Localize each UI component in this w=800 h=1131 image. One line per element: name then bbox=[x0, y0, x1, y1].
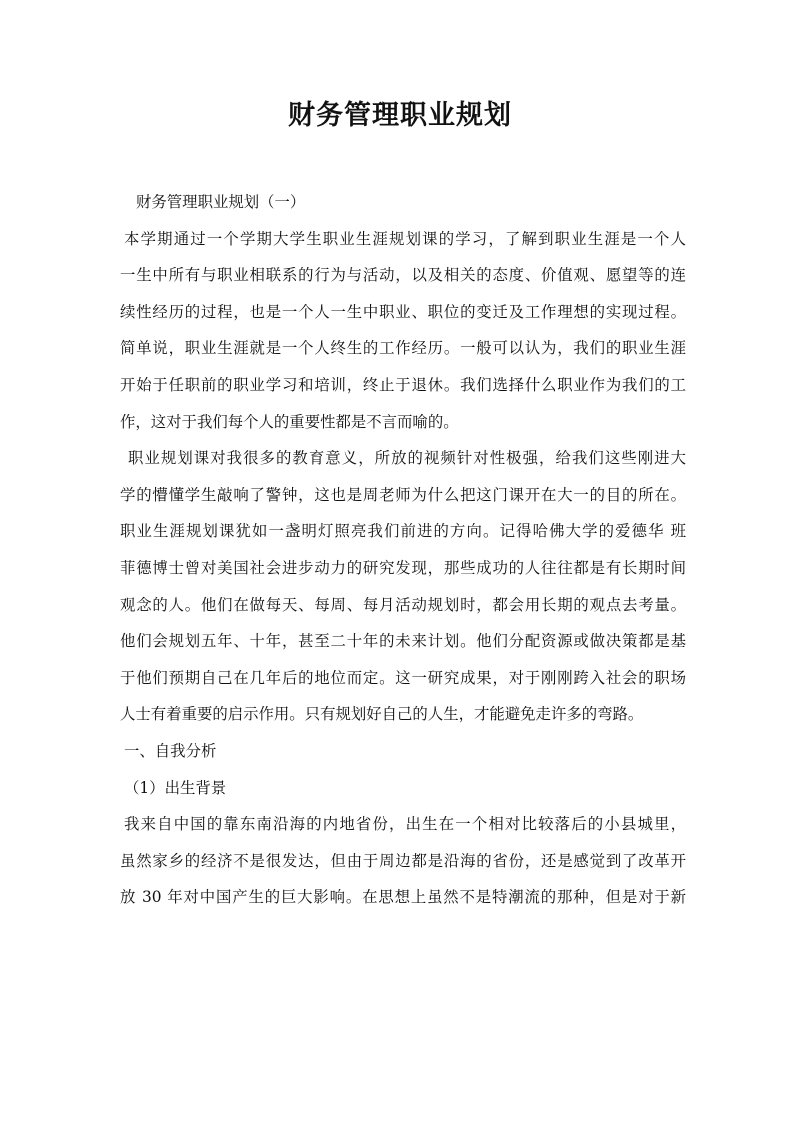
paragraph-line: 简单说，职业生涯就是一个人终生的工作经历。一般可以认为，我们的职业生涯 bbox=[120, 339, 686, 358]
paragraph-line: 放 30 年对中国产生的巨大影响。在思想上虽然不是特潮流的那种，但是对于新 bbox=[120, 888, 686, 907]
subsection-heading: （1）出生背景 bbox=[124, 778, 227, 797]
paragraph-line: 职业生涯规划课犹如一盏明灯照亮我们前进的方向。记得哈佛大学的爱德华 班 bbox=[120, 522, 686, 541]
paragraph-line: 我来自中国的靠东南沿海的内地省份，出生在一个相对比较落后的小县城里， bbox=[124, 815, 686, 834]
document-title: 财务管理职业规划 bbox=[288, 100, 512, 131]
paragraph-line: 续性经历的过程，也是一个人一生中职业、职位的变迁及工作理想的实现过程。 bbox=[120, 302, 686, 321]
paragraph-line: 人士有着重要的启示作用。只有规划好自己的人生，才能避免走许多的弯路。 bbox=[120, 705, 644, 724]
section-heading: 财务管理职业规划（一） bbox=[136, 193, 306, 211]
paragraph-line: 观念的人。他们在做每天、每周、每月活动规划时，都会用长期的观点去考量。 bbox=[120, 595, 686, 614]
paragraph-line: 虽然家乡的经济不是很发达，但由于周边都是沿海的省份，还是感觉到了改革开 bbox=[120, 851, 686, 870]
document-body bbox=[120, 184, 686, 916]
paragraph-line: 他们会规划五年、十年，甚至二十年的未来计划。他们分配资源或做决策都是基 bbox=[120, 632, 686, 651]
paragraph-line: 一生中所有与职业相联系的行为与活动，以及相关的态度、价值观、愿望等的连 bbox=[120, 266, 686, 285]
paragraph-line: 作，这对于我们每个人的重要性都是不言而喻的。 bbox=[120, 412, 459, 431]
paragraph-line: 学的懵懂学生敲响了警钟，这也是周老师为什么把这门课开在大一的目的所在。 bbox=[120, 485, 686, 504]
section-heading: 一、自我分析 bbox=[124, 741, 217, 760]
paragraph-line: 于他们预期自己在几年后的地位而定。这一研究成果，对于刚刚跨入社会的职场 bbox=[120, 668, 686, 687]
paragraph-line: 本学期通过一个学期大学生职业生涯规划课的学习，了解到职业生涯是一个人 bbox=[124, 229, 686, 248]
paragraph-line: 开始于任职前的职业学习和培训，终止于退休。我们选择什么职业作为我们的工 bbox=[120, 375, 686, 394]
paragraph-line: 菲德博士曾对美国社会进步动力的研究发现，那些成功的人往往都是有长期时间 bbox=[120, 558, 686, 577]
paragraph-line: 职业规划课对我很多的教育意义，所放的视频针对性极强，给我们这些刚进大 bbox=[128, 449, 686, 468]
